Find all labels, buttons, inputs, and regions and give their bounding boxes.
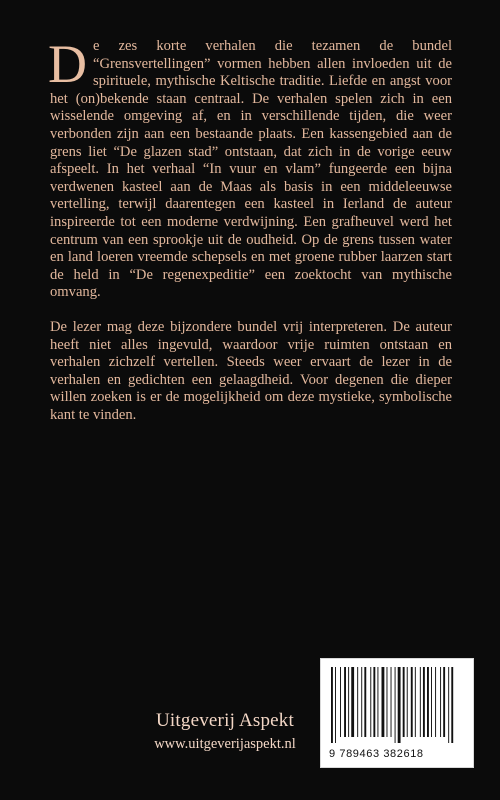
- barcode-bar: [443, 667, 445, 737]
- isbn-barcode: [320, 658, 474, 768]
- barcode-bar: [403, 667, 405, 737]
- barcode-bar: [331, 667, 333, 743]
- barcode-bar: [423, 667, 425, 737]
- barcode-bar: [431, 667, 432, 737]
- barcode-bar: [370, 667, 371, 737]
- publisher-name: Uitgeverij Aspekt: [156, 710, 294, 731]
- barcode-bar: [395, 667, 396, 743]
- barcode-bars: [329, 667, 465, 745]
- barcode-bar: [420, 667, 421, 737]
- blurb-paragraph-2: De lezer mag deze bijzondere bundel vrij interpreteren. De auteur heeft niet alles ingevuld, waardoor vrije ruimten ontstaan en verhalen zichzelf vertellen. Steeds weer ervaart de lezer in de verhalen en gedichten een gelaagdheid. Voor degenen die dieper willen zoeken is er de mogelijkheid om deze mystieke, symbolische kant te vinden.: [50, 318, 452, 423]
- barcode-bar: [377, 667, 378, 737]
- barcode-bar: [351, 667, 354, 737]
- blurb-text: [48, 34, 452, 424]
- dropcap-letter: D: [48, 34, 87, 94]
- publisher-block: [130, 710, 320, 753]
- barcode-bar: [391, 667, 392, 737]
- blurb-paragraph-1: [48, 34, 452, 302]
- barcode-bar: [411, 667, 413, 737]
- barcode-bar: [451, 667, 453, 743]
- barcode-number: 9 789463 382618: [329, 748, 424, 760]
- barcode-bar: [382, 667, 385, 737]
- barcode-bar: [361, 667, 362, 737]
- barcode-bar: [344, 667, 346, 737]
- barcode-bar: [398, 667, 401, 743]
- barcode-bar: [407, 667, 408, 737]
- barcode-bar: [364, 667, 366, 737]
- barcode-bar: [373, 667, 375, 737]
- publisher-url: www.uitgeverijaspekt.nl: [154, 736, 296, 752]
- barcode-bar: [335, 667, 336, 743]
- blurb-paragraph-1-text: e zes korte verhalen die tezamen de bundel “Grensvertellingen” vormen hebben allen invloeden uit de spirituele, mythische Keltische traditie. Liefde en angst voor het (on)bekende staan centraal. De verhalen spelen zich in een wisselende omgeving af, en in verschillende tijden, die weer verbonden zijn aan een bestaande plaats. Een kassengebied aan de grens liet “De glazen stad” ontstaan, dat zich in de vorige eeuw afspeelt. In het verhaal “In vuur en vlam” fungeerde een bijna verdwenen kasteel aan de Maas als basis in een middeleeuwse vertelling, terwijl daarentegen een kasteel in Ierland de auteur inspireerde tot een moderne verdwijning. Een grafheuvel werd het centrum van een sprookje uit de oudheid. Op de grens tussen water en land loeren vreemde schepsels en met groene rubber laarzen start de held in “De regenexpeditie” een zoektocht van mythische omvang.: [50, 38, 452, 301]
- barcode-bar: [448, 667, 449, 743]
- barcode-bar: [357, 667, 358, 737]
- barcode-bar: [340, 667, 341, 737]
- barcode-bar: [435, 667, 436, 737]
- barcode-bar: [348, 667, 349, 737]
- barcode-bar: [440, 667, 441, 737]
- barcode-bar: [415, 667, 416, 737]
- barcode-bar: [427, 667, 429, 737]
- barcode-bar: [387, 667, 388, 737]
